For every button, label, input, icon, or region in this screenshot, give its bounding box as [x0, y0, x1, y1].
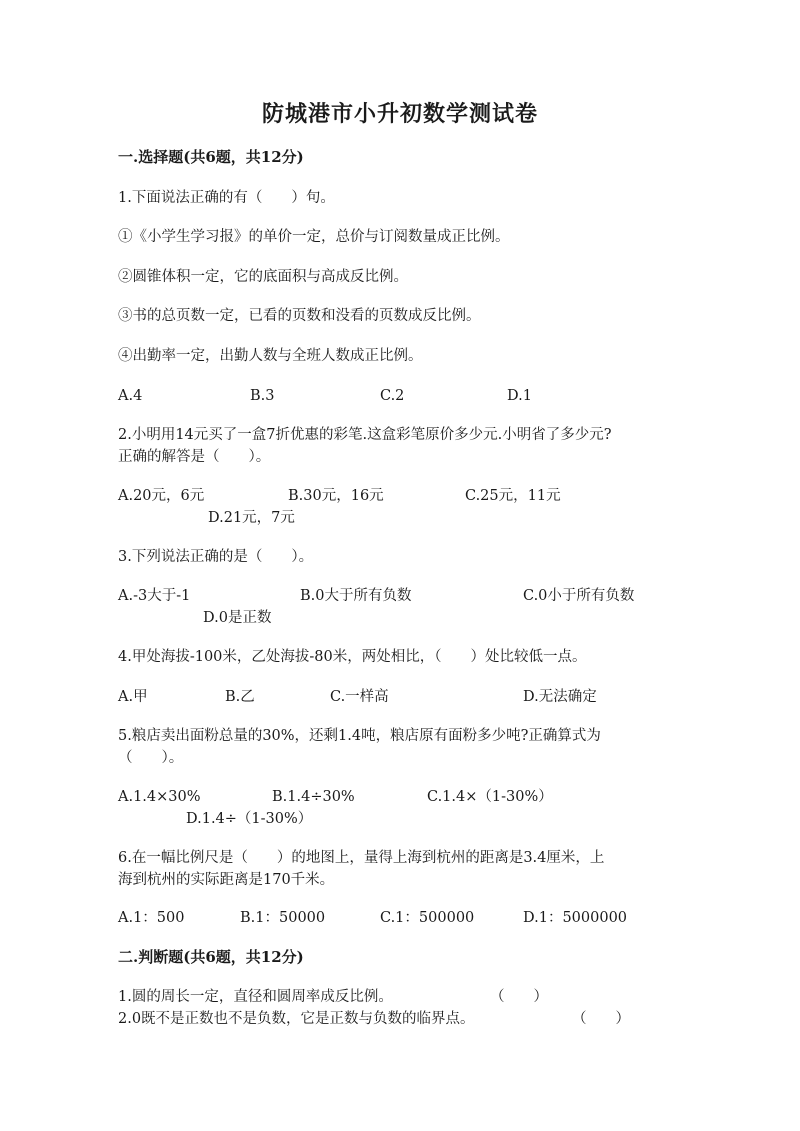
page-title: 防城港市小升初数学测试卷	[261, 101, 538, 127]
question-stem: 1.圆的周长一定，直径和圆周率成反比例。	[118, 989, 393, 1005]
question-statement: ①《小学生学习报》的单价一定，总价与订阅数量成正比例。	[118, 229, 510, 245]
question-statement: ④出勤率一定，出勤人数与全班人数成正比例。	[118, 348, 423, 364]
question-stem: 3.下列说法正确的是（ ）。	[118, 549, 314, 565]
question-stem: 2.小明用14元买了一盒7折优惠的彩笔.这盒彩笔原价多少元.小明省了多少元?	[118, 427, 612, 443]
option-a: A.1：500	[118, 910, 185, 926]
question-stem: 海到杭州的实际距离是170千米。	[118, 872, 335, 888]
question-stem: 正确的解答是（ ）。	[118, 449, 271, 465]
option-b: B.3	[250, 388, 275, 404]
question-stem: （ ）。	[118, 750, 184, 766]
question-stem: 6.在一幅比例尺是（ ）的地图上，量得上海到杭州的距离是3.4厘米，上	[118, 850, 605, 866]
option-c: C.2	[380, 388, 405, 404]
option-c: C.25元，11元	[465, 488, 561, 504]
option-b: B.0大于所有负数	[300, 588, 412, 604]
option-b: B.1.4÷30%	[272, 789, 355, 805]
section-heading: 二.判断题(共6题，共12分)	[118, 948, 304, 966]
option-c: C.1：500000	[380, 910, 475, 926]
question-stem: 1.下面说法正确的有（ ）句。	[118, 190, 335, 206]
question-statement: ②圆锥体积一定，它的底面积与高成反比例。	[118, 269, 408, 285]
option-a: A.20元，6元	[118, 488, 205, 504]
section-heading: 一.选择题(共6题，共12分)	[118, 148, 304, 166]
option-b: B.30元，16元	[288, 488, 384, 504]
option-d: D.1	[507, 388, 532, 404]
option-d: D.1：5000000	[523, 910, 628, 926]
question-stem: 2.0既不是正数也不是负数，它是正数与负数的临界点。	[118, 1011, 475, 1027]
option-b: B.乙	[225, 689, 255, 705]
option-c: C.1.4×（1-30%）	[427, 789, 553, 805]
option-b: B.1：50000	[240, 910, 326, 926]
question-statement: ③书的总页数一定，已看的页数和没看的页数成反比例。	[118, 308, 481, 324]
option-a: A.-3大于-1	[118, 588, 191, 604]
option-a: A.1.4×30%	[118, 789, 201, 805]
answer-blank: （ ）	[490, 989, 548, 1005]
answer-blank: （ ）	[572, 1011, 630, 1027]
option-d: D.无法确定	[523, 689, 597, 705]
question-stem: 4.甲处海拔-100米，乙处海拔-80米，两处相比，（ ）处比较低一点。	[118, 649, 587, 665]
question-stem: 5.粮店卖出面粉总量的30%，还剩1.4吨，粮店原有面粉多少吨?正确算式为	[118, 728, 601, 744]
option-d: D.21元，7元	[208, 510, 295, 526]
option-d: D.0是正数	[203, 610, 272, 626]
option-d: D.1.4÷（1-30%）	[186, 811, 313, 827]
option-c: C.一样高	[330, 689, 389, 705]
option-c: C.0小于所有负数	[523, 588, 635, 604]
option-a: A.4	[118, 388, 143, 404]
option-a: A.甲	[118, 689, 148, 705]
